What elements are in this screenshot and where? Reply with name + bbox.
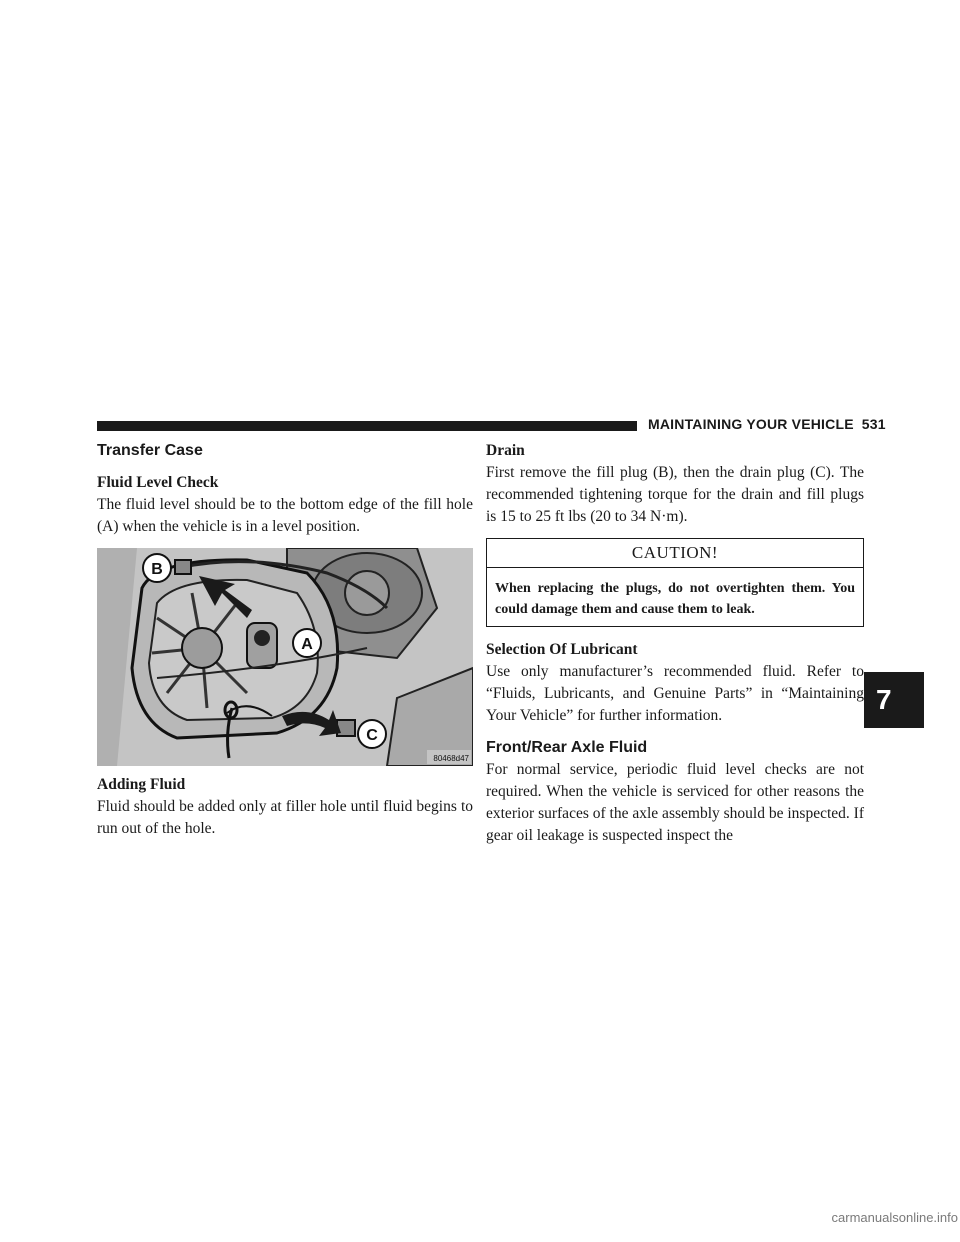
- watermark: carmanualsonline.info: [831, 1210, 958, 1225]
- label-b: B: [151, 561, 163, 578]
- heading-adding-fluid: Adding Fluid: [97, 776, 186, 793]
- chapter-title: MAINTAINING YOUR VEHICLE: [648, 416, 854, 432]
- paragraph-fluid-level-check: The fluid level should be to the bottom edge of the fill hole (A) when the vehicle is in a level position.: [97, 496, 473, 535]
- paragraph-adding-fluid: Fluid should be added only at filler hole until fluid begins to run out of the hole.: [97, 798, 473, 837]
- left-column: [97, 440, 473, 850]
- paragraph-axle-fluid: For normal service, periodic fluid level checks are not required. When the vehicle is serviced for other reasons the exterior surfaces of the axle assembly should be inspected. If gear oil leakage is suspected inspect the: [486, 761, 864, 844]
- caution-box: [486, 538, 864, 627]
- section-title-transfer-case: Transfer Case: [97, 442, 203, 459]
- heading-selection-of-lubricant: Selection Of Lubricant: [486, 641, 638, 658]
- paragraph-selection-of-lubricant: Use only manufacturer’s recommended fluid. Refer to “Fluids, Lubricants, and Genuine Parts” in “Maintaining Your Vehicle” for further information.: [486, 663, 864, 724]
- chapter-tab: 7: [864, 672, 924, 728]
- right-column: [486, 440, 864, 857]
- running-header: [648, 416, 886, 432]
- section-title-axle-fluid: Front/Rear Axle Fluid: [486, 739, 648, 756]
- label-a: A: [301, 636, 313, 653]
- heading-fluid-level-check: Fluid Level Check: [97, 474, 219, 491]
- transfer-case-illustration: [97, 548, 473, 766]
- caution-text: When replacing the plugs, do not overtighten them. You could damage them and cause them to leak.: [495, 581, 855, 617]
- label-c: C: [366, 727, 378, 744]
- caution-title: CAUTION!: [487, 539, 863, 568]
- page-number: 531: [861, 416, 886, 432]
- paragraph-drain: First remove the fill plug (B), then the drain plug (C). The recommended tightening torque for the drain and fill plugs is 15 to 25 ft lbs (20 to 34 N·m).: [486, 464, 864, 525]
- header-rule: [97, 421, 637, 431]
- image-code: 80468d47: [433, 754, 469, 763]
- heading-drain: Drain: [486, 442, 525, 459]
- transfer-case-drawing: [97, 548, 473, 766]
